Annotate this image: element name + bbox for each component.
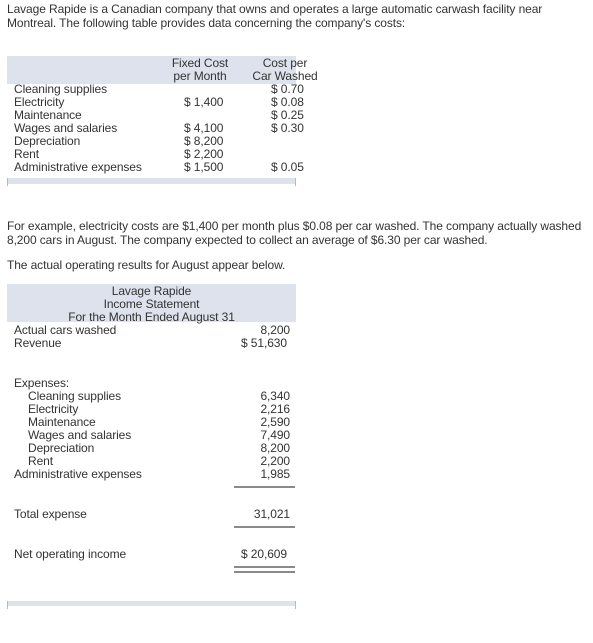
cost-table-footer-bar xyxy=(7,178,296,184)
cars-washed-value: 8,200 xyxy=(260,323,290,337)
double-rule-top xyxy=(234,566,295,568)
statement-title: Income Statement xyxy=(103,297,200,311)
income-statement-footer-bar xyxy=(7,601,296,606)
fixed-cost-cell: $ 1,500 xyxy=(184,160,224,174)
revenue-value: $ 51,630 xyxy=(241,336,287,350)
company-name: Lavage Rapide xyxy=(111,284,192,298)
cost-per-car-cell: $ 0.08 xyxy=(271,95,304,109)
fixed-cost-cell: $ 8,200 xyxy=(184,134,224,148)
total-expense-label: Total expense xyxy=(14,507,87,521)
expense-value: 2,200 xyxy=(260,454,290,468)
fixed-cost-cell: $ 1,400 xyxy=(184,95,224,109)
statement-period: For the Month Ended August 31 xyxy=(68,310,235,324)
expense-label: Depreciation xyxy=(28,441,95,455)
row-label: Rent xyxy=(14,147,39,161)
expense-value: 2,590 xyxy=(260,415,290,429)
expense-value: 8,200 xyxy=(260,441,290,455)
row-label: Administrative expenses xyxy=(14,160,142,174)
admin-expense-label: Administrative expenses xyxy=(14,467,142,481)
double-rule-bottom xyxy=(234,571,295,573)
cost-per-car-cell: $ 0.70 xyxy=(271,82,304,96)
expense-label: Electricity xyxy=(28,402,79,416)
intro-text: Lavage Rapide is a Canadian company that owns and operates a large automatic carwash facility near Montreal. The following table provides data concerning the company's costs: xyxy=(7,2,543,30)
total-expense-value: 31,021 xyxy=(253,507,290,521)
cars-washed-label: Actual cars washed xyxy=(14,323,117,337)
actual-results-text: The actual operating results for August appear below. xyxy=(7,258,286,272)
row-label: Maintenance xyxy=(14,108,82,122)
row-label: Electricity xyxy=(14,95,65,109)
expense-label: Rent xyxy=(28,454,53,468)
example-text: For example, electricity costs are $1,400 per month plus $0.08 per car washed. The company actually washed 8,200 cars in August. The company expected to collect an average of $6.30 per car washed. xyxy=(7,219,582,247)
cost-per-car-cell: $ 0.05 xyxy=(271,160,304,174)
expense-label: Maintenance xyxy=(28,415,96,429)
fixed-cost-header: Fixed Cost per Month xyxy=(171,56,229,83)
expense-label: Cleaning supplies xyxy=(28,389,122,403)
cost-per-car-cell: $ 0.25 xyxy=(271,108,304,122)
total-rule xyxy=(234,526,295,528)
row-label: Depreciation xyxy=(14,134,81,148)
expense-value: 2,216 xyxy=(260,402,290,416)
net-operating-income-value: $ 20,609 xyxy=(241,547,287,561)
expense-value: 6,340 xyxy=(260,389,290,403)
expenses-label: Expenses: xyxy=(14,376,70,390)
expense-value: 7,490 xyxy=(260,428,290,442)
admin-expense-value: 1,985 xyxy=(260,467,290,481)
subtotal-rule xyxy=(234,486,295,488)
fixed-cost-cell: $ 2,200 xyxy=(184,147,224,161)
revenue-label: Revenue xyxy=(14,336,62,350)
expense-label: Wages and salaries xyxy=(28,428,132,442)
fixed-cost-cell: $ 4,100 xyxy=(184,121,224,135)
cost-per-car-cell: $ 0.30 xyxy=(271,121,304,135)
row-label: Cleaning supplies xyxy=(14,82,108,96)
row-label: Wages and salaries xyxy=(14,121,118,135)
net-operating-income-label: Net operating income xyxy=(14,547,127,561)
cost-per-car-header: Cost per Car Washed xyxy=(252,56,318,83)
